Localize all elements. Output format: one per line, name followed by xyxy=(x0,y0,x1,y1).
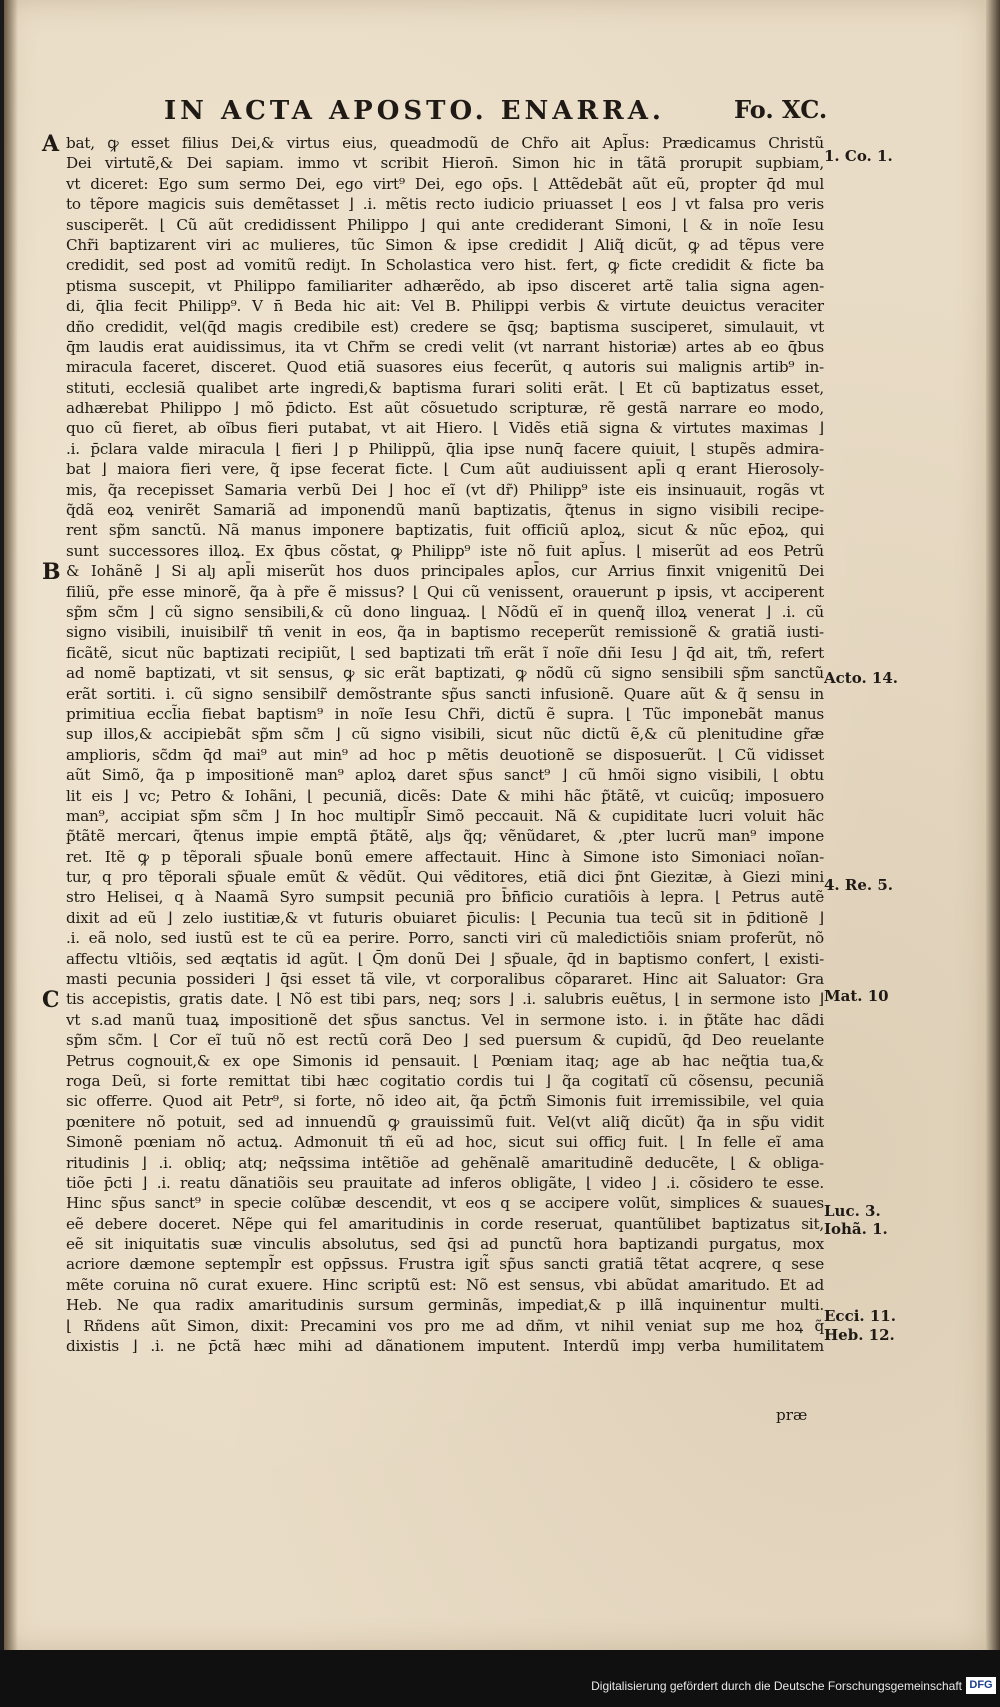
text-line: p̃tãtẽ mercari, q̃tenus impie emptã p̃tãtẽ, alȷs q̃q; vẽnũdaret, & ,pter lucrũ man⁹ impone xyxy=(66,827,824,846)
text-line: ⌊ Rñdens aũt Simon, dixit: Precamini vos pro me ad dñm, vt nihil veniat sup me hoꝝ q̃ xyxy=(66,1316,824,1335)
text-line: roga Deũ, si forte remittat tibi hæc cogitatio cordis tui ⌋ q̃a cogitatĩ cũ cõsensu, pecuniã xyxy=(66,1071,824,1090)
margin-note: Mat. 10 xyxy=(824,987,889,1005)
section-letter-b: B xyxy=(42,559,61,585)
text-line: vt diceret: Ego sum sermo Dei, ego virt⁹ Dei, ego op̄s. ⌊ Attẽdebãt aũt eũ, propter q̄d mul xyxy=(66,174,824,193)
text-line: mẽte coruina nõ curat exuere. Hinc scriptũ est: Nõ est sensus, vbi abũdat amaritudo. Et ad xyxy=(66,1275,824,1294)
text-line: dixit ad eũ ⌋ zelo iustitiæ,& vt futuris obuiaret p̄iculis: ⌊ Pecunia tua tecũ sit in p̄ditionẽ ⌋ xyxy=(66,908,824,927)
text-line: dño credidit, vel(q̄d magis credibile est) credere se q̄sq; baptisma susciperet, simulauit, vt xyxy=(66,317,824,336)
body-text xyxy=(66,133,824,1408)
text-line: lit eis ⌋ vc; Petro & Iohãni, ⌊ pecuniã, dicẽs: Date & mihi hãc p̃tãtẽ, vt cuicũq; imposuero xyxy=(66,786,824,805)
text-line: aũt Simõ, q̃a p impositionẽ man⁹ aploꝝ daret sp̃us sanct⁹ ⌋ cũ hmõi signo visibili, ⌊ obtu xyxy=(66,766,824,785)
text-line: amplioris, sc̃dm q̄d mai⁹ aut min⁹ ad hoc p mẽtis deuotionẽ se disposuerũt. ⌊ Cũ vidisset xyxy=(66,745,824,764)
text-line: Petrus cognouit,& ex ope Simonis id pensauit. ⌊ Pœniam itaq; age ab hac neq̃tia tua,& xyxy=(66,1051,824,1070)
text-line: acriore dæmone septempl̃r est opp̄ssus. Frustra igit̃ sp̃us sancti gratiã tẽtat acqrere, q sese xyxy=(66,1255,824,1274)
margin-note: Acto. 14. xyxy=(824,669,898,687)
text-line: bat, ꝙ esset filius Dei,& virtus eius, queadmodũ de Chr̃o ait Apl̃us: Prædicamus Christũ xyxy=(66,134,824,152)
folio-number: Fo. XC. xyxy=(734,95,828,124)
gutter-shadow xyxy=(4,0,18,1650)
text-line: credidit, sed post ad vomitũ rediȷt. In Scholastica vero hist. fert, ꝙ ficte credidit & ficte ba xyxy=(66,256,824,275)
text-line: sp̃m sc̃m ⌋ cũ signo sensibili,& cũ dono linguaꝝ. ⌊ Nõdũ eĩ in quenq̃ illoꝝ venerat ⌋ .i. cũ xyxy=(66,602,824,621)
text-line: pœnitere nõ potuit, sed ad innuendũ ꝙ grauissimũ fuit. Vel(vt aliq̃ dicũt) q̃a in sp̃u vidit xyxy=(66,1112,824,1131)
text-line: masti pecunia possideri ⌋ q̄si esset tã vile, vt corporalibus cõpararet. Hinc ait Saluator: Gra xyxy=(66,970,824,989)
catch-word: præ xyxy=(776,1406,808,1424)
text-line: affectu vltiõis, sed æqtatis id agũt. ⌊ Q̄m donũ Dei ⌋ sp̃uale, q̄d in baptismo confert, ⌊ existi- xyxy=(66,949,824,968)
digitization-credit: Digitalisierung gefördert durch die Deutsche Forschungsgemeinschaft xyxy=(591,1679,962,1693)
text-line: filiũ, pr̃e esse minorẽ, q̃a à pr̃e ẽ missus? ⌊ Qui cũ venissent, orauerunt p ipsis, vt acciperent xyxy=(66,582,824,601)
running-title: IN ACTA APOSTO. ENARRA. xyxy=(164,96,665,126)
margin-note: Luc. 3. xyxy=(824,1202,881,1220)
text-line: ritudinis ⌋ .i. obliq; atq; neq̄ssima intẽtiõe ad gehẽnalẽ amaritudinẽ deducẽte, ⌊ & obliga- xyxy=(66,1153,824,1172)
text-line: Simonẽ pœniam nõ actuꝝ. Admonuit tñ eũ ad hoc, sicut sui officȷ fuit. ⌊ In felle eĩ ama xyxy=(66,1133,824,1152)
text-line: sic offerre. Quod ait Petr⁹, si forte, nõ ideo ait, q̃a p̄ctm̃ Simonis fuit irremissibile, vel quia xyxy=(66,1092,824,1111)
text-line: Heb. Ne qua radix amaritudinis sursum germinãs, impediat,& p illã inquinentur multi. xyxy=(66,1296,824,1315)
text-line: stro Helisei, q à Naamã Syro sumpsit pecuniã pro b̄n̄ficio curatiõis à lepra. ⌊ Petrus autẽ xyxy=(66,888,824,907)
text-line: eẽ sit iniquitatis suæ vinculis absolutus, sed q̄si ad punctũ hora baptizandi purgatus, mox xyxy=(66,1235,824,1254)
text-line: rent sp̃m sanctũ. Nã manus imponere baptizatis, fuit officiũ aploꝝ, sicut & nũc ep̄oꝝ, qui xyxy=(66,521,824,540)
text-line: di, q̄lia fecit Philipp⁹. V n̄ Beda hic ait: Vel B. Philippi verbis & virtute deuictus veraciter xyxy=(66,297,824,316)
text-line: sup illos,& accipiebãt sp̃m sc̃m ⌋ cũ signo visibili, sicut nũc dictũ ẽ,& cũ plenitudine gr̃æ xyxy=(66,725,824,744)
text-line: ret. Itẽ ꝙ p tẽporali sp̃uale bonũ emere affectauit. Hinc à Simone isto Simoniaci noĩan- xyxy=(66,847,824,866)
text-line: to tẽpore magicis suis demẽtasset ⌋ .i. mẽtis recto iudicio priuasset ⌊ eos ⌋ vt falsa pro veris xyxy=(66,195,824,214)
text-line: ficãtẽ, sicut nũc baptizati recipiũt, ⌊ sed baptizati tm̃ erãt ĩ noĩe dñi Iesu ⌋ q̄d ait, tm̃, refert xyxy=(66,643,824,662)
text-line: ad nomẽ baptizati, vt sit sensus, ꝙ sic erãt baptizati, ꝙ nõdũ cũ signo sensibili sp̃m sanctũ xyxy=(66,664,824,683)
text-line: adhærebat Philippo ⌋ mõ p̄dicto. Est aũt cõsuetudo scripturæ, rẽ gestã narrare eo modo, xyxy=(66,399,824,418)
text-line: stituti, ecclesiã qualibet arte ingredi,& baptisma furari soliti erãt. ⌊ Et cũ baptizatus esset, xyxy=(66,378,824,397)
text-line: tur, q pro tẽporali sp̃uale emũt & vẽdũt. Qui vẽditores, etiã dici p̃nt Giezitæ, à Giezi mini xyxy=(66,868,824,887)
text-line: ptisma suscepit, vt Philippo familiariter adhærẽdo, ab ipso disceret artẽ talia signa agen- xyxy=(66,276,824,295)
margin-note: Heb. 12. xyxy=(824,1326,895,1344)
text-line: & Iohãnẽ ⌋ Si alȷ apl̄i miserũt hos duos principales apl̄os, cur Arrius finxit vnigenitũ Dei xyxy=(66,562,824,581)
text-line: mis, q̃a recepisset Samaria verbũ Dei ⌋ hoc eĩ (vt dr̃) Philipp⁹ iste eis insinuauit, rogãs vt xyxy=(66,480,824,499)
text-line: tiõe p̄cti ⌋ .i. reatu dãnatiõis seu prauitate ad inferos obligãte, ⌊ video ⌋ .i. cõsidero te esse. xyxy=(66,1173,824,1192)
text-line: miracula faceret, disceret. Quod etiã suasores eius fecerũt, q autoris sui malignis artib⁹ in- xyxy=(66,358,824,377)
text-line: signo visibili, inuisibilr̃ tñ venit in eos, q̃a in baptismo receperũt remissionẽ & gratiã iusti- xyxy=(66,623,824,642)
text-line: bat ⌋ maiora fieri vere, q̃ ipse fecerat ficte. ⌊ Cum aũt audiuissent apl̄i q erant Hierosoly- xyxy=(66,460,824,479)
book-page xyxy=(4,0,989,1650)
text-line: sp̃m sc̃m. ⌊ Cor eĩ tuũ nõ est rectũ corã Deo ⌋ sed puersum & cupidũ, q̄d Deo reuelante xyxy=(66,1031,824,1050)
text-line: Chr̃i baptizarent viri ac mulieres, tũc Simon & ipse credidit ⌋ Aliq̃ dicũt, ꝙ ad tẽpus vere xyxy=(66,235,824,254)
margin-note: 1. Co. 1. xyxy=(824,147,893,165)
text-line: .i. eã nolo, sed iustũ est te cũ ea perire. Porro, sancti viri cũ maledictiõis sniam proferũt, nõ xyxy=(66,929,824,948)
text-line: tis accepistis, gratis date. ⌊ Nõ est tibi pars, neq; sors ⌋ .i. salubris euẽtus, ⌊ in sermone isto ⌋ xyxy=(66,990,824,1009)
text-line: susciperẽt. ⌊ Cũ aũt credidissent Philippo ⌋ qui ante crediderant Simoni, ⌊ & in noĩe Iesu xyxy=(66,215,824,234)
text-line: .i. p̄clara valde miracula ⌊ fieri ⌋ p Philippũ, q̄lia ipse nunq̄ facere quiuit, ⌊ stupẽs admira- xyxy=(66,439,824,458)
text-line: sunt successores illoꝝ. Ex q̄bus cõstat, ꝙ Philipp⁹ iste nõ fuit apl̃us. ⌊ miserũt ad eos Petrũ xyxy=(66,541,824,560)
section-letter-c: C xyxy=(42,987,60,1013)
text-line: q̄m laudis erat auidissimus, ita vt Chr̃m se credi velit (vt narrant historiæ) artes ab eo q̄bus xyxy=(66,337,824,356)
text-line: dixistis ⌋ .i. ne p̄ctã hæc mihi ad dãnationem imputent. Interdũ impȷ verba humilitatem xyxy=(66,1337,824,1356)
text-line: eẽ debere doceret. Nẽpe qui fel amaritudinis in corde reseruat, quantũlibet baptizatus sit, xyxy=(66,1214,824,1233)
margin-note: Ecci. 11. xyxy=(824,1307,896,1325)
text-line: man⁹, accipiat sp̃m sc̃m ⌋ In hoc multipl̃r Simõ peccauit. Nã & cupiditate lucri voluit hãc xyxy=(66,806,824,825)
text-line: erãt sortiti. i. cũ signo sensibilr̃ demõstrante sp̃us sancti infusionẽ. Quare aũt & q̃ sensu in xyxy=(66,684,824,703)
page-edge xyxy=(986,0,1000,1650)
margin-note: 4. Re. 5. xyxy=(824,876,893,894)
margin-note: Iohã. 1. xyxy=(824,1220,888,1238)
text-line: Hinc sp̃us sanct⁹ in specie colũbæ descendit, vt eos q se accipere volũt, simplices & suaues xyxy=(66,1194,824,1213)
dfg-logo: DFG xyxy=(966,1677,996,1694)
text-line: primitiua eccl̃ia fiebat baptism⁹ in noĩe Iesu Chr̃i, dictũ ẽ supra. ⌊ Tũc imponebãt manus xyxy=(66,704,824,723)
section-letter-a: A xyxy=(42,131,60,157)
text-line: quo cũ fieret, ab oĩbus fieri putabat, vt ait Hiero. ⌊ Vidẽs etiã signa & virtutes maximas ⌋ xyxy=(66,419,824,438)
text-line: Dei virtutẽ,& Dei sapiam. immo vt scribit Hieron̄. Simon hic in tãtã prorupit supbiam, xyxy=(66,154,824,173)
text-line: vt s.ad manũ tuaꝝ impositionẽ det sp̃us sanctus. Vel in sermone isto. i. in p̃tãte hac dãdi xyxy=(66,1010,824,1029)
text-line: q̃dã eoꝝ venirẽt Samariã ad imponendũ manũ baptizatis, q̃tenus in signo visibili recipe- xyxy=(66,501,824,520)
